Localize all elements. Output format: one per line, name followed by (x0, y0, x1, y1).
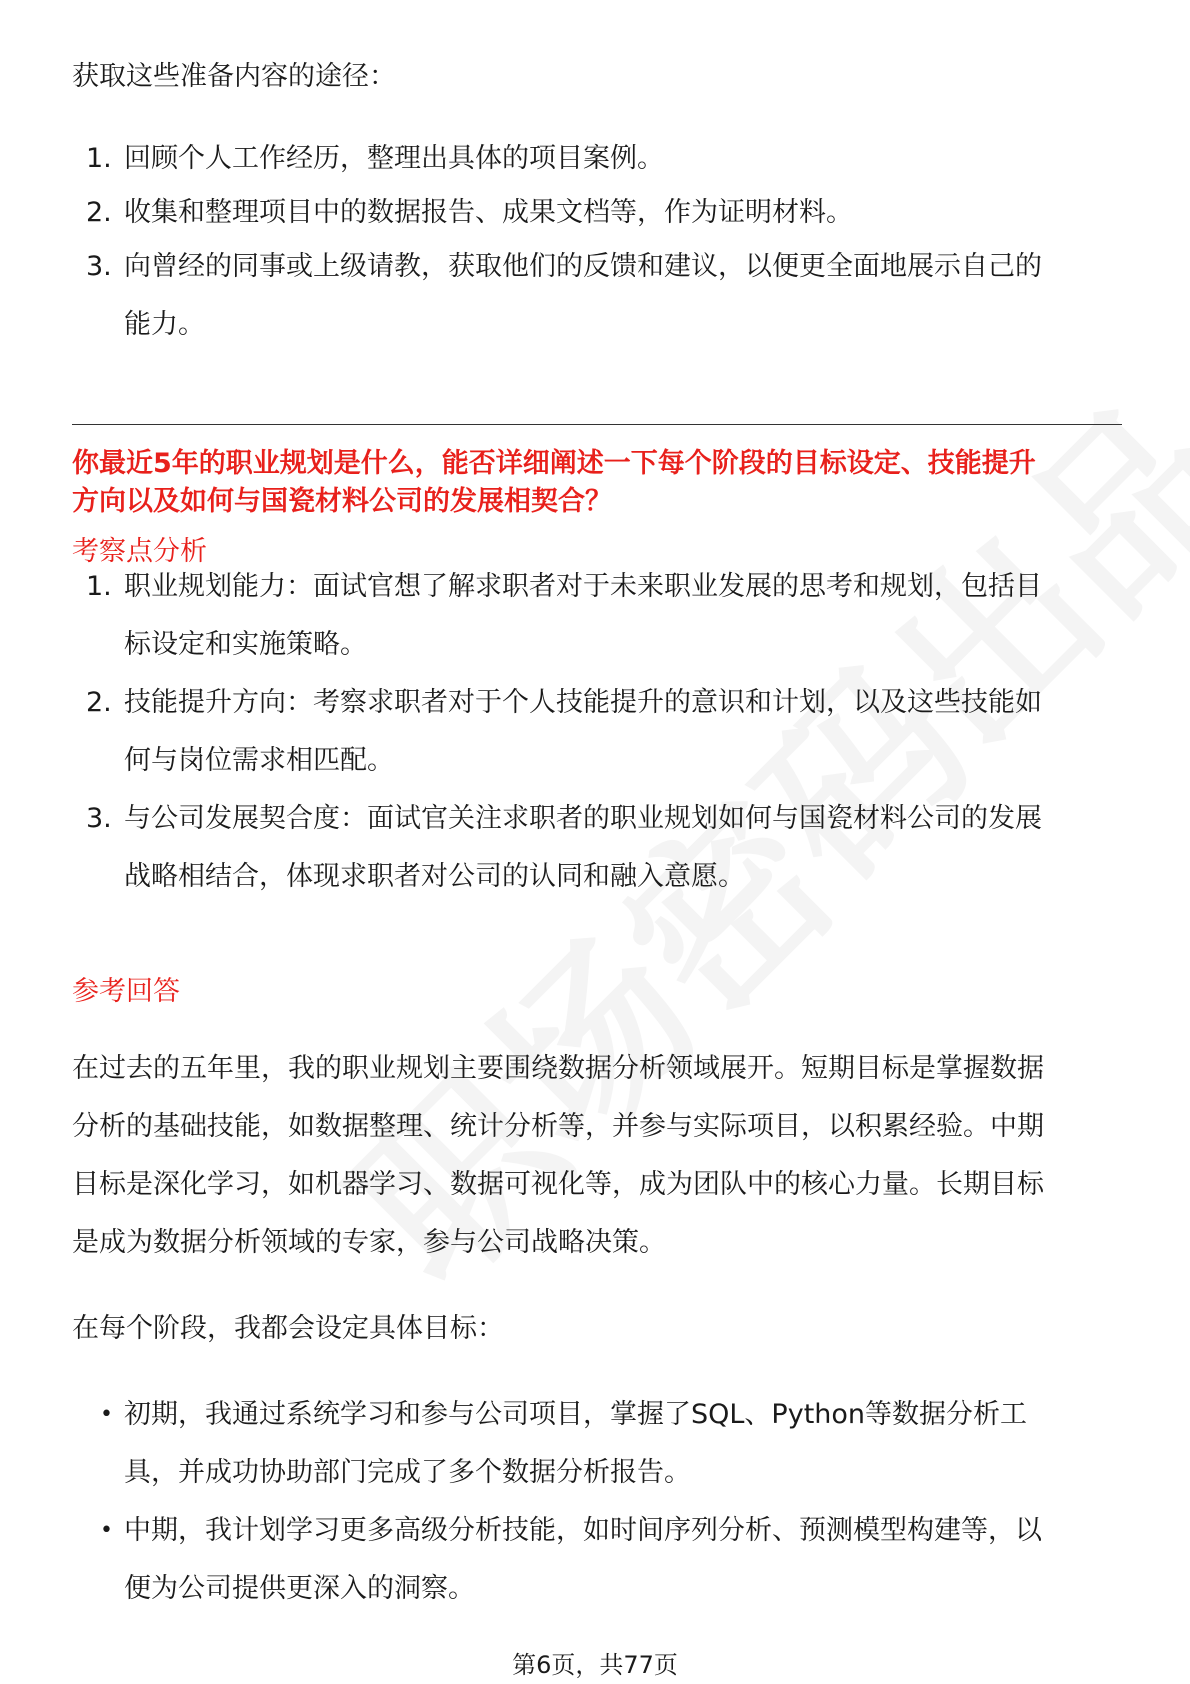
list-item-text: 与公司发展契合度：面试官关注求职者的职业规划如何与国瓷材料公司的发展 (124, 803, 1042, 834)
question-title: 你最近5年的职业规划是什么，能否详细阐述一下每个阶段的目标设定、技能提升 方向以及如何与国瓷材料公司的发展相契合？ (72, 448, 1036, 517)
list-number: 2. (86, 687, 112, 718)
list-item-text: 回顾个人工作经历，整理出具体的项目案例。 (124, 143, 664, 174)
list-item-text: 能力。 (124, 309, 205, 340)
list-number: 1. (86, 571, 112, 602)
list-number: 3. (86, 803, 112, 834)
bullet-icon: • (100, 1402, 113, 1427)
list-item-text: 中期，我计划学习更多高级分析技能，如时间序列分析、预测模型构建等，以 (124, 1515, 1042, 1546)
bullet-icon: • (100, 1518, 113, 1543)
list-item-text: 便为公司提供更深入的洞察。 (124, 1573, 475, 1604)
list-item-text: 战略相结合，体现求职者对公司的认同和融入意愿。 (124, 861, 745, 892)
list-number: 3. (86, 251, 112, 282)
list-item-text: 具，并成功协助部门完成了多个数据分析报告。 (124, 1457, 691, 1488)
analysis-heading: 考察点分析 (72, 536, 207, 567)
answer-heading: 参考回答 (72, 976, 180, 1007)
page-footer: 第6页，共77页 (512, 1651, 678, 1679)
list-item-text: 初期，我通过系统学习和参与公司项目，掌握了SQL、Python等数据分析工 (124, 1399, 1028, 1430)
list-item-text: 技能提升方向：考察求职者对于个人技能提升的意识和计划，以及这些技能如 (124, 687, 1042, 718)
list-item-text: 收集和整理项目中的数据报告、成果文档等，作为证明材料。 (124, 197, 853, 228)
list-number: 1. (86, 143, 112, 174)
list-item-text: 标设定和实施策略。 (124, 629, 367, 660)
intro-text: 获取这些准备内容的途径： (72, 61, 396, 92)
stage-intro: 在每个阶段，我都会设定具体目标： (72, 1313, 504, 1344)
list-item-text: 何与岗位需求相匹配。 (124, 745, 394, 776)
divider (72, 424, 1122, 425)
list-number: 2. (86, 197, 112, 228)
list-item-text: 职业规划能力：面试官想了解求职者对于未来职业发展的思考和规划，包括目 (124, 571, 1042, 602)
list-item-text: 向曾经的同事或上级请教，获取他们的反馈和建议，以便更全面地展示自己的 (124, 251, 1042, 282)
